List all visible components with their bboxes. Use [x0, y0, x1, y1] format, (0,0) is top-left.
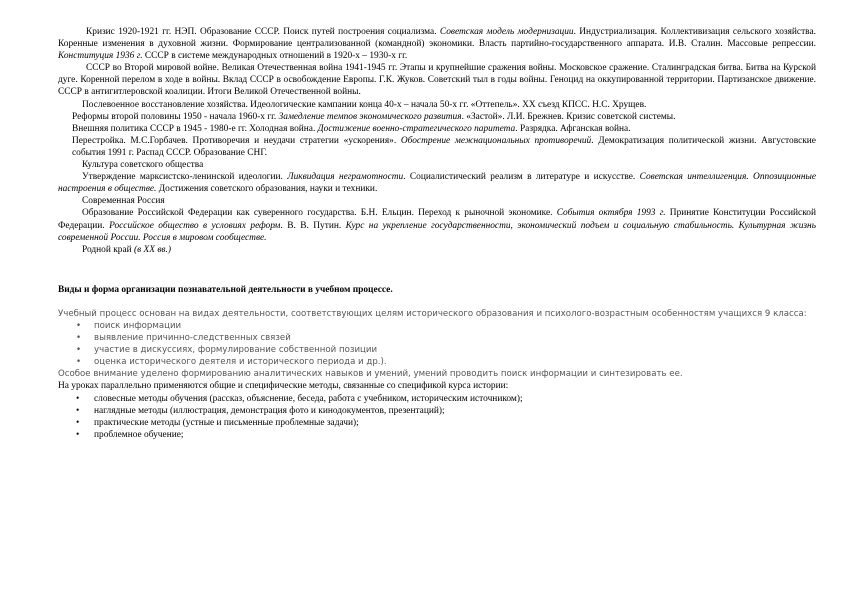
content-paragraph: [58, 62, 816, 98]
history-content-section: [58, 26, 816, 256]
document-page: [58, 26, 816, 441]
italic-text: Курс на укрепление государственности, экономический подъем и социальную стабильность. Культурная жизнь современной России. Россия в мировом сообществе.: [58, 220, 816, 243]
list-item: • словесные методы обучения (рассказ, объяснение, беседа, работа с учебником, историческим источником);: [76, 393, 816, 405]
content-paragraph: [58, 135, 816, 159]
italic-text: Ликвидация неграмотности: [287, 172, 404, 183]
text-run: . Разрядка. Афганская война.: [515, 123, 631, 134]
text-run: Принятие Конституции Российской Федерации.: [58, 208, 816, 231]
section-heading: Виды и форма организации познавательной деятельности в учебном процессе.: [58, 284, 393, 295]
italic-text: Советская интеллигенция. Оппозиционные настроения в обществе.: [58, 172, 816, 195]
content-paragraph: [58, 171, 816, 195]
content-paragraph: [58, 207, 816, 243]
methods-list: [58, 393, 816, 441]
list-item: • наглядные методы (иллюстрация, демонстрация фото и кинодокументов, презентаций);: [76, 405, 816, 417]
list-item: • оценка исторического деятеля и исторического периода и др.).: [76, 356, 816, 368]
text-run: Образование Российской Федерации как суверенного государства. Б.Н. Ельцин. Переход к рыночной экономике.: [82, 208, 557, 219]
list-item: • практические методы (устные и письменные проблемные задачи);: [76, 417, 816, 429]
text-run: Утверждение марксистско-ленинской идеологии.: [82, 172, 288, 183]
text-run: Культура советского общества: [82, 160, 204, 171]
text-run: Послевоенное восстановление хозяйства. Идеологические кампании конца 40-х – начала 50-х гг. «Оттепель». XX съезд КПСС. Н.С. Хрущев.: [82, 99, 647, 110]
content-paragraph: [58, 111, 816, 123]
italic-text: События октября 1993 г.: [556, 208, 666, 219]
learning-process-section: [58, 308, 816, 381]
text-run: Достижения советского образования, науки и техники.: [156, 184, 378, 195]
text-run: СССР в системе международных отношений в 1920-х – 1930-х гг.: [142, 51, 408, 62]
methods-intro: На уроках параллельно применяются общие и специфические методы, связанные со спецификой курса истории:: [58, 381, 509, 392]
italic-text: Конституция 1936 г.: [58, 51, 143, 62]
list-item: • поиск информации: [76, 320, 816, 332]
special-attention-paragraph: Особое внимание уделено формированию аналитических навыков и умений, умений проводить поиск информации и синтезировать ее.: [58, 369, 683, 380]
text-run: Кризис 1920-1921 гг. НЭП. Образование СССР. Поиск путей построения социализма.: [86, 27, 440, 37]
content-paragraph: [58, 195, 816, 207]
content-paragraph: [58, 99, 816, 111]
text-run: Внешняя политика СССР в 1945 - 1980-е гг. Холодная война.: [72, 123, 318, 134]
text-run: Родной край: [82, 244, 134, 255]
content-paragraph: [58, 123, 816, 135]
text-run: . В. В. Путин.: [280, 220, 346, 231]
text-run: Реформы второй половины 1950 - начала 1960-х гг.: [72, 111, 279, 122]
italic-text: Советская модель модернизации: [439, 27, 574, 37]
text-run: Перестройка. М.С.Горбачев. Противоречия и неудачи стратегии «ускорения».: [72, 135, 401, 146]
italic-text: Российское общество в условиях реформ: [109, 220, 281, 231]
content-paragraph: [58, 244, 816, 256]
italic-text: Обострение межнациональных противоречий: [400, 135, 592, 146]
italic-text: Достижение военно-стратегического паритета: [317, 123, 516, 134]
list-item: • выявление причинно-следственных связей: [76, 332, 816, 344]
text-run: . Демократизация политической жизни. Августовские события 1991 г. Распад СССР. Образование СНГ.: [72, 135, 816, 158]
text-run: . Индустриализация. Коллективизация сельского хозяйства. Коренные изменения в духовной жизни. Формирование централизованной (командной) экономики. Власть партийно-государственного аппарата. И.В. Сталин. Массовые репрессии.: [58, 27, 816, 50]
italic-text: Замедление темпов экономического развития: [278, 111, 462, 122]
text-run: . «Застой». Л.И. Брежнев. Кризис советской системы.: [461, 111, 676, 122]
text-run: Современная Россия: [82, 196, 165, 207]
list-item: • проблемное обучение;: [76, 429, 816, 441]
methods-section: [58, 380, 816, 440]
activity-list: [58, 320, 816, 368]
list-item: • участие в дискуссиях, формулирование собственной позиции: [76, 344, 816, 356]
text-run: . Социалистический реализм в литературе и искусстве.: [403, 172, 640, 183]
content-paragraph: [58, 26, 816, 62]
content-paragraph: [58, 159, 816, 171]
italic-text: (в XX вв.): [134, 244, 171, 255]
text-run: СССР во Второй мировой войне. Великая Отечественная война 1941-1945 гг. Этапы и крупнейшие сражения войны. Московское сражение. Сталинградская битва. Битва на Курской дуге. Коренной перелом в ходе в войны. Вклад СССР в освобождение Европы. Г.К. Жуков. Советский тыл в годы войны. Геноцид на оккупированной территории. Партизанское движение. СССР в антигитлеровской коалиции. Итоги Великой Отечественной войны.: [58, 63, 816, 98]
intro-paragraph: Учебный процесс основан на видах деятельности, соответствующих целям исторического образования и психолого-возрастным особенностям учащихся 9 класса:: [58, 308, 807, 319]
